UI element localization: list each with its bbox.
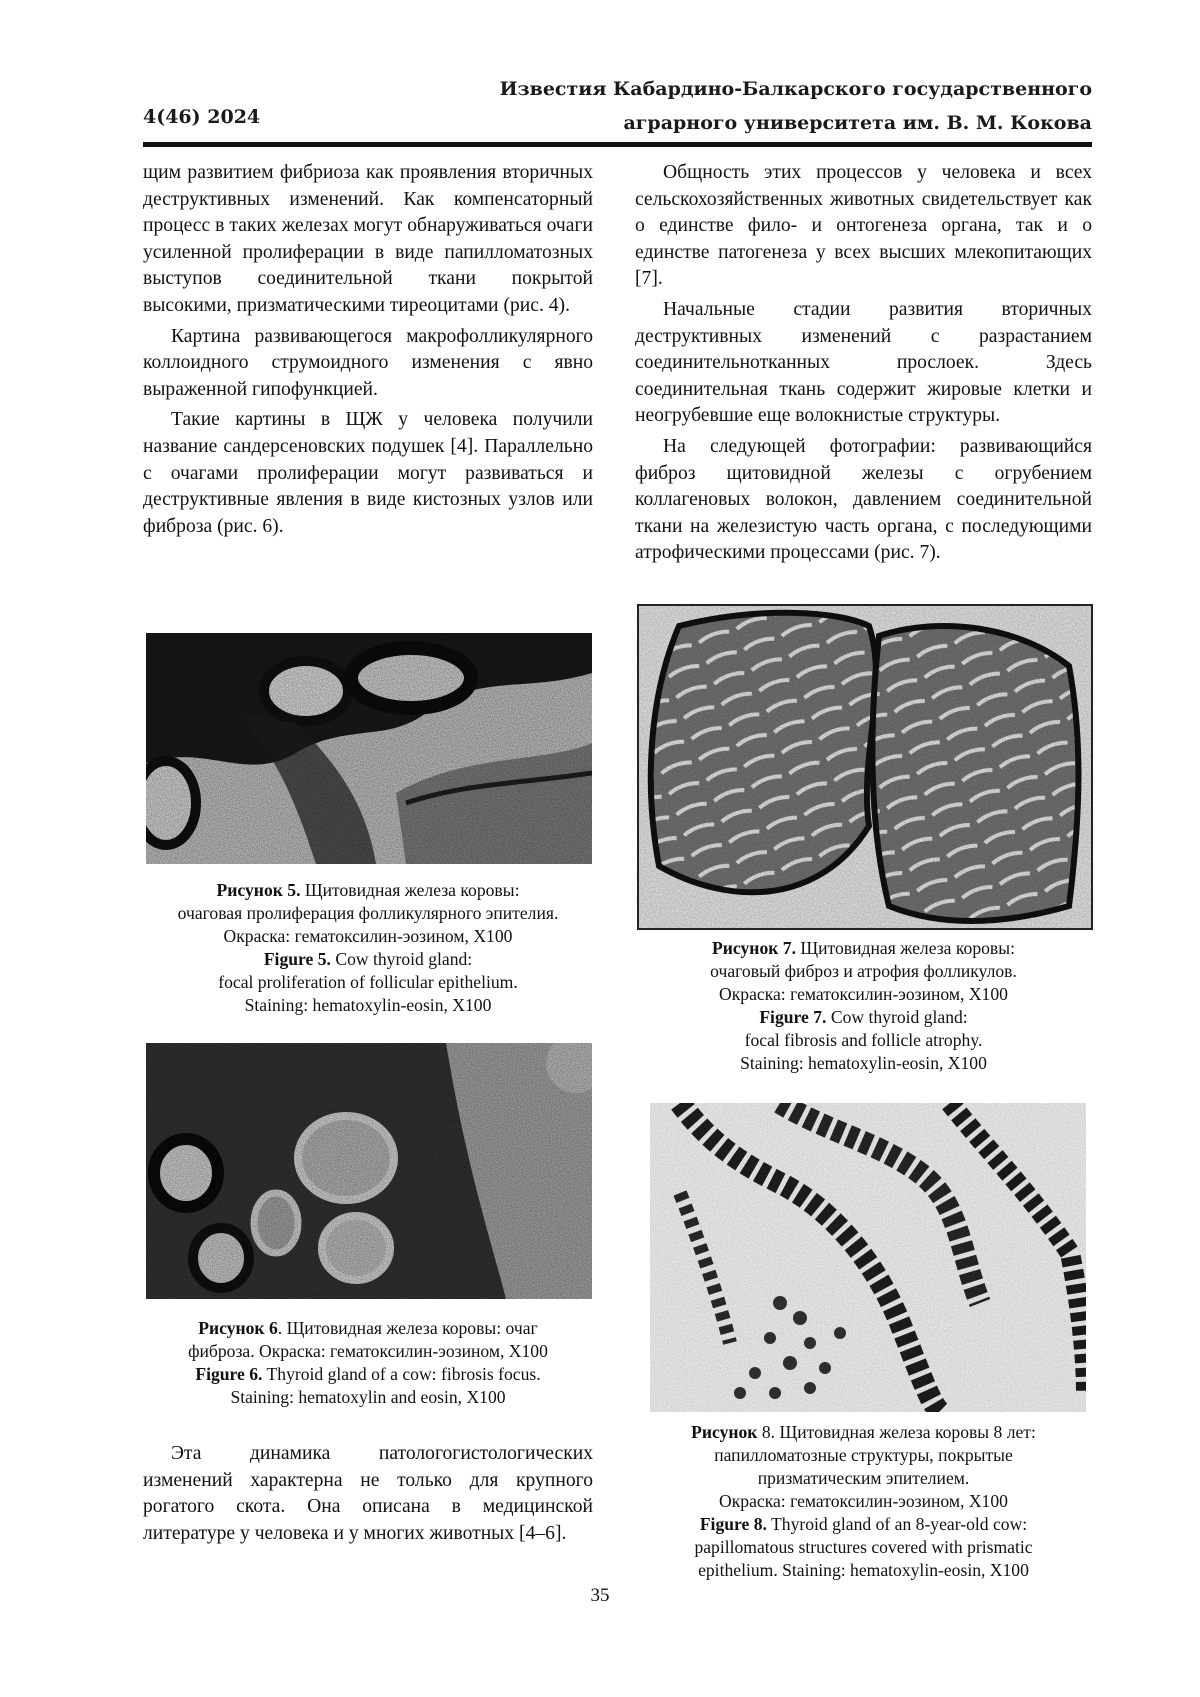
figure-label: Figure 8. xyxy=(699,1514,767,1534)
figure-label: Рисунок 5. xyxy=(216,880,301,900)
caption-text: Staining: hematoxylin-eosin, X100 xyxy=(244,995,492,1015)
paragraph: щим развитием фибриоза как проявления вторичных деструктивных изменений. Как компенсаторный процесс в таких железах могут обнаруживаться очаги усиленной пролиферации в виде папилломатозных выступов соединительной ткани покрытой высокими, призматическими тиреоцитами (рис. 4). xyxy=(143,162,593,316)
figure-5-caption xyxy=(143,879,593,1017)
left-column-bottom-text xyxy=(143,1441,593,1547)
caption-text: очаговая пролиферация фолликулярного эпителия. xyxy=(177,903,559,923)
issue-number: 4(46) 2024 xyxy=(143,106,261,128)
figure-label: Figure 6. xyxy=(195,1364,263,1384)
journal-title-line1: Известия Кабардино-Балкарского государственного xyxy=(499,78,1092,100)
caption-text: Thyroid gland of a cow: fibrosis focus. xyxy=(266,1364,541,1384)
caption-text: Щитовидная железа коровы: xyxy=(800,938,1015,958)
caption-text: папилломатозные структуры, покрытые xyxy=(714,1445,1013,1465)
header-divider xyxy=(143,142,1092,147)
caption-text: 8. Щитовидная железа коровы 8 лет: xyxy=(761,1422,1036,1442)
figure-7-micrograph xyxy=(637,604,1093,930)
figure-label: Figure 5. xyxy=(263,949,331,969)
left-column-text xyxy=(143,160,593,540)
journal-title-line2: аграрного университета им. В. М. Кокова xyxy=(623,112,1092,134)
page-number: 35 xyxy=(590,1585,610,1606)
paragraph: Такие картины в ЩЖ у человека получили название сандерсеновских подушек [4]. Параллельно с очагами пролиферации могут развиваться и деструктивные явления в виде кистозных узлов или фиброза (рис. 6). xyxy=(143,409,593,537)
figure-7-caption xyxy=(635,937,1092,1075)
paragraph: Картина развивающегося макрофолликулярного коллоидного струмоидного изменения с явно выраженной гипофункцией. xyxy=(143,325,593,400)
figure-label: Рисунок 7. xyxy=(712,938,796,958)
paragraph: Общность этих процессов у человека и всех сельскохозяйственных животных свидетельствует как о единстве фило- и онтогенеза органа, так и о единстве патогенеза у всех высших млекопитающих [7]. xyxy=(635,162,1092,290)
paragraph: Начальные стадии развития вторичных деструктивных изменений с разрастанием соединительнотканных прослоек. Здесь соединительная ткань содержит жировые клетки и неогрубевшие еще волокнистые структуры. xyxy=(635,298,1092,427)
caption-text: papillomatous structures covered with prismatic xyxy=(694,1537,1033,1557)
caption-text: очаговый фиброз и атрофия фолликулов. xyxy=(710,961,1017,981)
figure-6-caption xyxy=(143,1317,593,1409)
caption-text: Окраска: гематоксилин-эозином, Х100 xyxy=(223,926,513,946)
caption-text: Thyroid gland of an 8-year-old cow: xyxy=(771,1514,1028,1534)
paragraph: На следующей фотографии: развивающийся фиброз щитовидной железы с огрубением коллагеновых волокон, давлением соединительной ткани на железистую часть органа, с последующими атрофическими процессами (рис. 7). xyxy=(635,435,1092,564)
figure-label: Рисунок xyxy=(691,1422,758,1442)
caption-text: призматическим эпителием. xyxy=(757,1468,970,1488)
caption-text: Staining: hematoxylin-eosin, X100 xyxy=(740,1053,987,1073)
caption-text: Staining: hematoxylin and eosin, X100 xyxy=(230,1387,506,1407)
caption-text: Cow thyroid gland: xyxy=(830,1007,968,1027)
figure-6-micrograph xyxy=(146,1043,592,1299)
journal-title xyxy=(392,72,1092,140)
caption-text: . Щитовидная железа коровы: очаг xyxy=(277,1318,538,1338)
figure-label: Figure 7. xyxy=(759,1007,827,1027)
figure-label: Рисунок 6 xyxy=(198,1318,278,1338)
caption-text: Щитовидная железа коровы: xyxy=(304,880,520,900)
figure-8-caption xyxy=(635,1421,1092,1582)
caption-text: Окраска: гематоксилин-эозином, Х100 xyxy=(719,1491,1008,1511)
figure-5-micrograph xyxy=(146,633,592,864)
caption-text: epithelium. Staining: hematoxylin-eosin, X100 xyxy=(698,1560,1029,1580)
right-column-text xyxy=(635,160,1092,567)
paragraph: Эта динамика патологогистологических изменений характерна не только для крупного рогатого скота. Она описана в медицинской литературе у человека и у многих животных [4–6]. xyxy=(143,1443,593,1544)
figure-8-micrograph xyxy=(650,1103,1086,1412)
caption-text: Окраска: гематоксилин-эозином, Х100 xyxy=(719,984,1008,1004)
caption-text: focal fibrosis and follicle atrophy. xyxy=(744,1030,983,1050)
caption-text: focal proliferation of follicular epithelium. xyxy=(218,972,518,992)
caption-text: фиброза. Окраска: гематоксилин-эозином, Х100 xyxy=(188,1341,548,1361)
caption-text: Cow thyroid gland: xyxy=(335,949,473,969)
